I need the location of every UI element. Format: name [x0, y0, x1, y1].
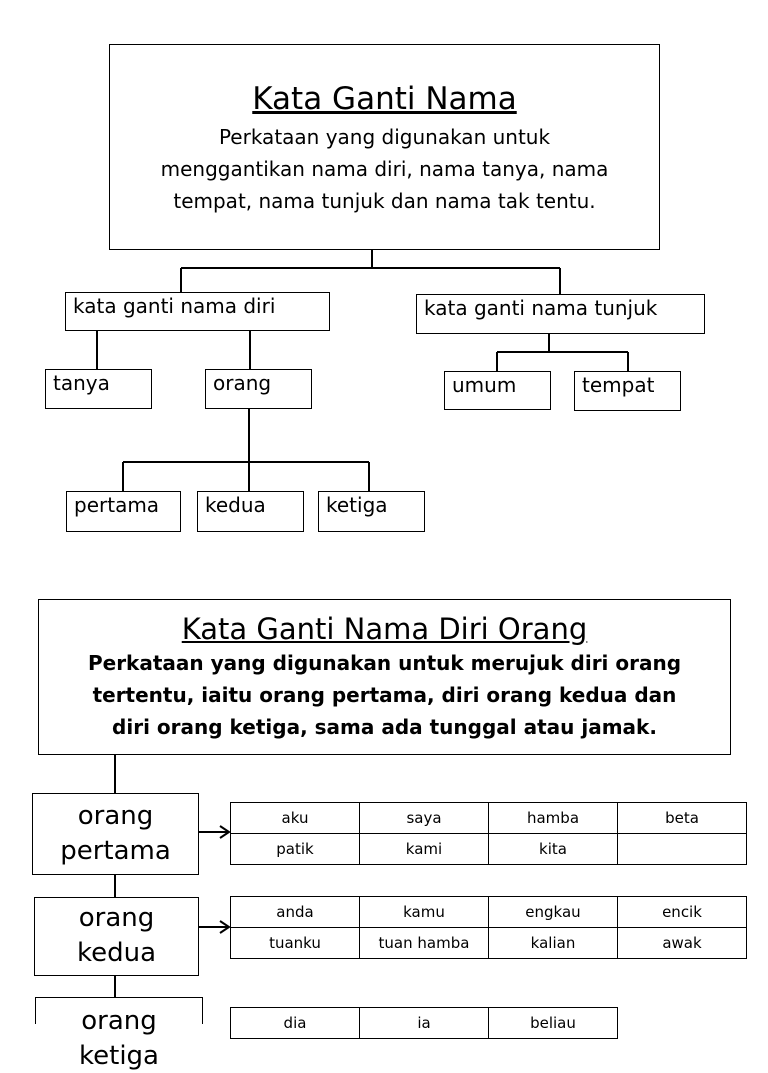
table-row [231, 897, 747, 928]
table-cell: aku [231, 803, 360, 834]
group-orang-ketiga-label-line-2: ketiga [79, 1041, 159, 1071]
group-orang-kedua-box [34, 897, 199, 976]
table-cell: tuanku [231, 928, 360, 959]
pronoun-table-pertama [230, 802, 747, 865]
node-kata-ganti-nama-tunjuk: kata ganti nama tunjuk [416, 294, 705, 334]
table-cell: beliau [489, 1008, 618, 1039]
section2-definition-line-1: Perkataan yang digunakan untuk merujuk diri orang [87, 651, 682, 675]
section1-header-box [109, 44, 660, 250]
table-cell: saya [360, 803, 489, 834]
group-orang-ketiga-label-line-1: orang [81, 1006, 157, 1036]
group-orang-pertama-label-line-2: pertama [60, 836, 171, 866]
pronoun-table-ketiga [230, 1007, 618, 1039]
node-ketiga: ketiga [318, 491, 425, 532]
node-tanya: tanya [45, 369, 152, 409]
table-row [231, 803, 747, 834]
table-cell: kami [360, 834, 489, 865]
table-cell: patik [231, 834, 360, 865]
node-tempat: tempat [574, 371, 681, 411]
node-kedua: kedua [197, 491, 304, 532]
group-orang-pertama-label-line-1: orang [77, 801, 154, 831]
table-cell: engkau [489, 897, 618, 928]
pronoun-table-kedua [230, 896, 747, 959]
node-umum: umum [444, 371, 551, 410]
section2-definition-line-2: tertentu, iaitu orang pertama, diri orang kedua dan [92, 683, 677, 707]
section1-definition-line-2: menggantikan nama diri, nama tanya, nama [160, 157, 609, 181]
table-cell: kamu [360, 897, 489, 928]
section1-definition-line-3: tempat, nama tunjuk dan nama tak tentu. [173, 189, 596, 213]
group-orang-kedua-label-line-2: kedua [76, 938, 157, 968]
section2-title: Kata Ganti Nama Diri Orang [181, 612, 588, 646]
section1-title: Kata Ganti Nama [252, 81, 517, 117]
table-cell [618, 834, 747, 865]
table-cell: beta [618, 803, 747, 834]
section1-definition-line-1: Perkataan yang digunakan untuk [218, 125, 551, 149]
table-cell: encik [618, 897, 747, 928]
table-row [231, 1008, 618, 1039]
group-orang-pertama-box [32, 793, 199, 875]
pronoun-table-ketiga-clip [230, 1007, 630, 1032]
node-pertama: pertama [66, 491, 181, 532]
group-orang-kedua-label-line-1: orang [78, 903, 155, 933]
section2-definition-line-3: diri orang ketiga, sama ada tunggal atau jamak. [112, 715, 657, 739]
table-cell: hamba [489, 803, 618, 834]
table-cell: kita [489, 834, 618, 865]
node-orang: orang [205, 369, 312, 409]
table-cell: tuan hamba [360, 928, 489, 959]
node-kata-ganti-nama-diri: kata ganti nama diri [65, 292, 330, 331]
table-cell: ia [360, 1008, 489, 1039]
table-row [231, 928, 747, 959]
table-cell: dia [231, 1008, 360, 1039]
group-orang-ketiga-box [35, 997, 203, 1071]
section2-header-box [38, 599, 731, 755]
table-cell: kalian [489, 928, 618, 959]
table-row [231, 834, 747, 865]
table-cell: anda [231, 897, 360, 928]
table-cell: awak [618, 928, 747, 959]
